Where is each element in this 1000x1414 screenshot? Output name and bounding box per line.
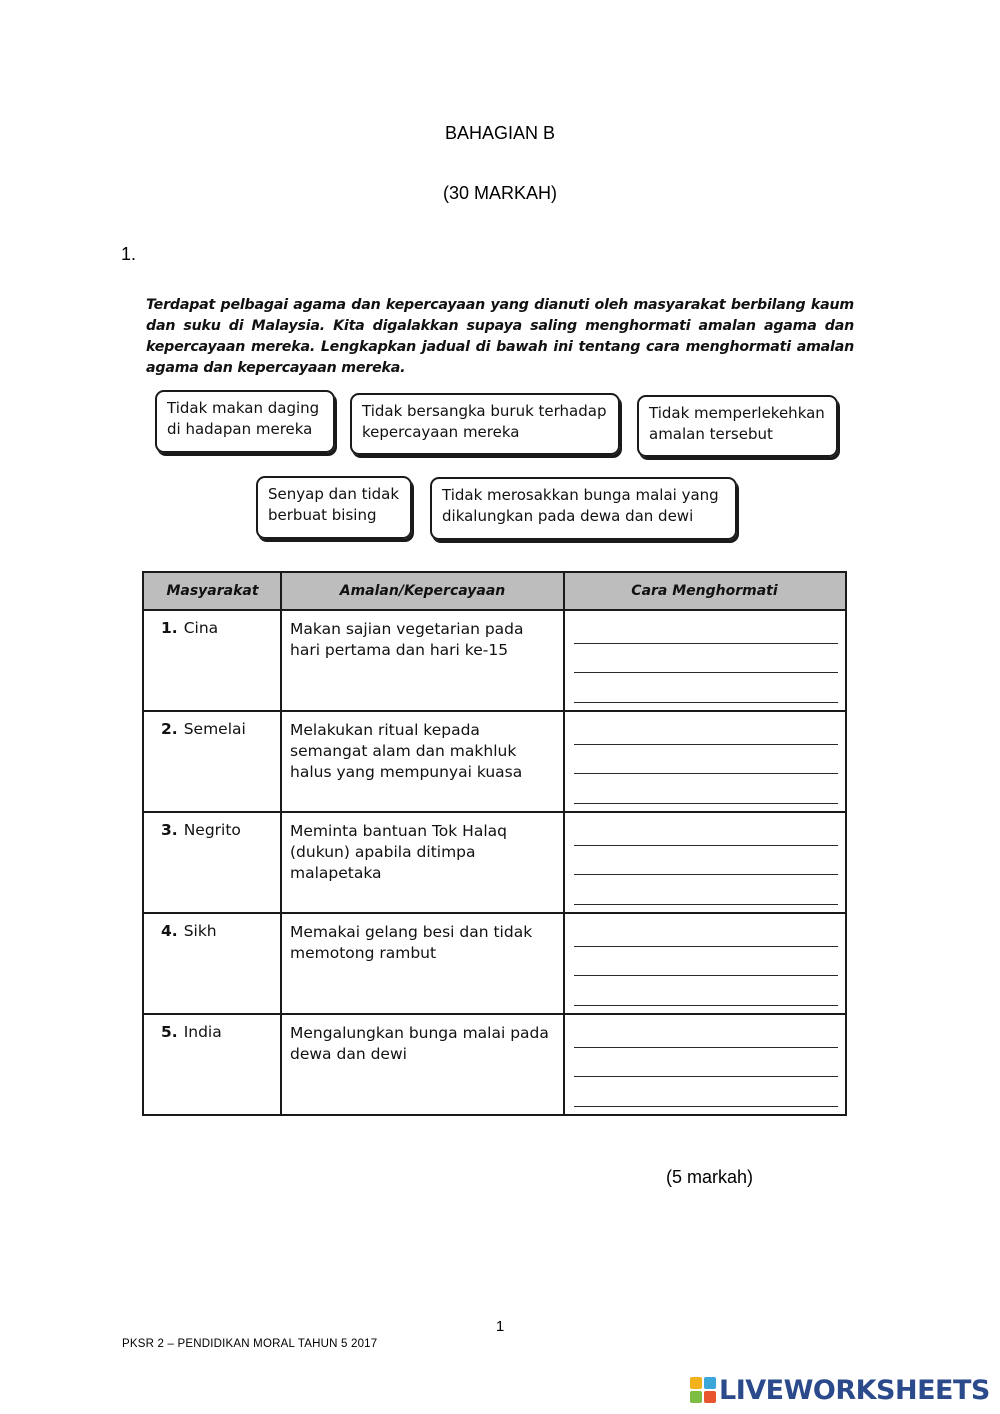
society-cell xyxy=(161,922,217,940)
page-number: 1 xyxy=(495,1318,505,1335)
row-number: 4. xyxy=(161,922,178,940)
society-name: Semelai xyxy=(183,720,246,738)
table-row xyxy=(144,813,845,914)
society-name: India xyxy=(183,1023,222,1041)
society-cell xyxy=(161,821,241,839)
society-cell xyxy=(161,720,246,738)
section-total-marks: (30 MARKAH) xyxy=(442,183,558,203)
footer-text: PKSR 2 – PENDIDIKAN MORAL TAHUN 5 2017 xyxy=(122,1338,378,1350)
answer-option-3 xyxy=(637,395,838,457)
answer-line[interactable] xyxy=(574,780,838,804)
society-cell xyxy=(161,1023,222,1041)
practice-cell: Makan sajian vegetarian pada hari pertama dan hari ke-15 xyxy=(290,620,524,659)
answer-option-5 xyxy=(430,477,737,540)
liveworksheets-logo xyxy=(690,1373,990,1407)
society-cell xyxy=(161,619,218,637)
answer-option-2 xyxy=(350,393,620,455)
answer-line[interactable] xyxy=(574,679,838,703)
answer-line[interactable] xyxy=(574,750,838,774)
section-title: BAHAGIAN B xyxy=(444,123,556,143)
table-row xyxy=(144,1015,845,1116)
answer-option-text: dikalungkan pada dewa dan dewi xyxy=(442,507,694,525)
practice-cell: Mengalungkan bunga malai pada dewa dan dewi xyxy=(290,1024,549,1063)
society-name: Negrito xyxy=(183,821,241,839)
logo-square xyxy=(704,1391,716,1403)
society-name: Sikh xyxy=(183,922,217,940)
row-number: 1. xyxy=(161,619,178,637)
answer-option-text: Tidak bersangka buruk terhadap xyxy=(362,402,607,420)
answer-option-text: di hadapan mereka xyxy=(167,420,313,438)
question-instruction: Terdapat pelbagai agama dan kepercayaan yang dianuti oleh masyarakat berbilang kaum dan suku di Malaysia. Kita digalakkan supaya saling menghormati amalan agama dan kepercayaan mereka. Lengkapkan jadual di bawah ini tentang cara menghormati amalan agama dan kepercayaan mereka. xyxy=(146,297,854,376)
question-number: 1. xyxy=(121,244,137,264)
table-header xyxy=(144,573,845,611)
practice-cell: Melakukan ritual kepada semangat alam dan makhluk halus yang mempunyai kuasa xyxy=(290,721,523,781)
column-divider xyxy=(563,573,565,1114)
table-row xyxy=(144,914,845,1015)
answer-line[interactable] xyxy=(574,721,838,745)
answer-line[interactable] xyxy=(574,923,838,947)
answer-line[interactable] xyxy=(574,1024,838,1048)
practice-cell: Memakai gelang besi dan tidak memotong rambut xyxy=(290,923,533,962)
practice-cell: Meminta bantuan Tok Halaq (dukun) apabila ditimpa malapetaka xyxy=(290,822,507,882)
answer-line[interactable] xyxy=(574,620,838,644)
answer-line[interactable] xyxy=(574,1053,838,1077)
row-number: 5. xyxy=(161,1023,178,1041)
logo-square xyxy=(690,1391,702,1403)
logo-square xyxy=(704,1377,716,1389)
answer-option-text: Senyap dan tidak xyxy=(268,485,400,503)
answer-option-4 xyxy=(256,476,412,539)
answer-line[interactable] xyxy=(574,649,838,673)
answer-option-1 xyxy=(155,390,335,453)
table-row xyxy=(144,712,845,813)
answer-option-text: berbuat bising xyxy=(268,506,377,524)
brand-name: LIVEWORKSHEETS xyxy=(719,1374,990,1406)
row-number: 3. xyxy=(161,821,178,839)
question-marks: (5 markah) xyxy=(666,1167,754,1187)
answer-line[interactable] xyxy=(574,851,838,875)
answer-line[interactable] xyxy=(574,952,838,976)
society-name: Cina xyxy=(183,619,219,637)
answer-option-text: Tidak makan daging xyxy=(167,399,320,417)
respect-practices-table xyxy=(142,571,847,1116)
liveworksheets-icon xyxy=(690,1377,716,1403)
answer-line[interactable] xyxy=(574,881,838,905)
answer-option-text: Tidak memperlekehkan xyxy=(649,404,825,422)
header-practice: Amalan/Kepercayaan xyxy=(339,583,506,599)
row-number: 2. xyxy=(161,720,178,738)
answer-option-text: Tidak merosakkan bunga malai yang xyxy=(442,486,719,504)
logo-square xyxy=(690,1377,702,1389)
header-respect-way: Cara Menghormati xyxy=(631,583,778,599)
answer-option-text: amalan tersebut xyxy=(649,425,773,443)
header-society: Masyarakat xyxy=(166,583,259,599)
answer-option-text: kepercayaan mereka xyxy=(362,423,520,441)
answer-line[interactable] xyxy=(574,822,838,846)
column-divider xyxy=(280,573,282,1114)
table-row xyxy=(144,611,845,712)
answer-line[interactable] xyxy=(574,982,838,1006)
answer-line[interactable] xyxy=(574,1083,838,1107)
